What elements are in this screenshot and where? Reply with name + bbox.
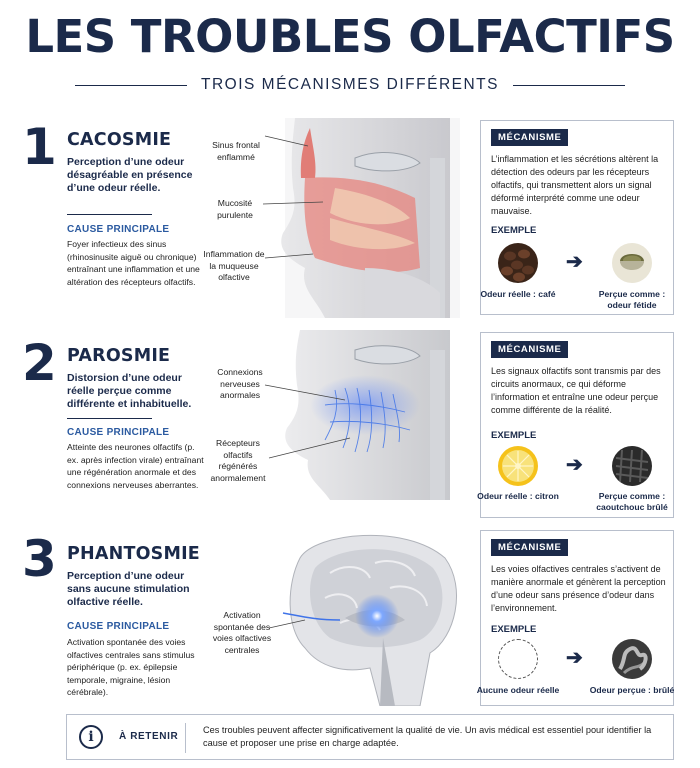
section-number: 2: [22, 334, 57, 392]
mechanism-badge: MÉCANISME: [491, 341, 568, 358]
nose-inflammation-illustration: [205, 118, 460, 318]
mechanism-badge: MÉCANISME: [491, 129, 568, 146]
cause-divider: [67, 418, 152, 419]
mechanism-badge: MÉCANISME: [491, 539, 568, 556]
olfactory-nerves-illustration: [205, 330, 460, 505]
mechanism-text: L’inflammation et les sécrétions altèrent la détection des odeurs par les récepteurs olfactifs, qui transmettent alors un signal déformé interprété comme une odeur mauvaise.: [491, 154, 659, 216]
label-connexions-nerveuses: Connexions nerveuses anormales: [217, 367, 263, 400]
coffee-beans-icon: [498, 243, 538, 283]
cause-divider: [67, 214, 152, 215]
cause-text: Atteinte des neurones olfactifs (p. ex. après infection virale) entraînant une régénération anormale et des connexions nerveuses aberrantes.: [67, 442, 204, 490]
brain-activation-illustration: [205, 528, 460, 706]
example-from-caption: Odeur réelle : café: [480, 289, 556, 299]
burnt-rubber-icon: [612, 446, 652, 486]
section-number: 1: [22, 118, 57, 176]
example-label: EXEMPLE: [491, 225, 537, 236]
section-cacosmie: [0, 118, 700, 323]
subtitle-rule-right: [513, 85, 625, 86]
mechanism-box: [480, 120, 674, 315]
cause-title: CAUSE PRINCIPALE: [67, 224, 170, 235]
mechanism-text: Les signaux olfactifs sont transmis par des circuits anormaux, ce qui déforme l’information et entraîne une odeur perçue comme différente de la réalité.: [491, 366, 661, 415]
section-name: CACOSMIE: [67, 130, 172, 150]
cause-text: Foyer infectieux des sinus (rhinosinusite aiguë ou chronique) entraînant une inflammation et une altération des récepteurs olfactifs.: [67, 239, 200, 287]
example-from-caption: Aucune odeur réelle: [476, 685, 560, 695]
retenir-divider: [185, 723, 186, 753]
section-number: 3: [22, 530, 57, 588]
lemon-icon: [498, 446, 538, 486]
empty-circle-icon: [498, 639, 538, 679]
cause-title: CAUSE PRINCIPALE: [67, 621, 170, 632]
section-description: Perception d’une odeur sans aucune stimulation olfactive réelle.: [67, 570, 190, 608]
cause-title: CAUSE PRINCIPALE: [67, 427, 170, 438]
retenir-text: Ces troubles peuvent affecter significativement la qualité de vie. Un avis médical est essentiel pour identifier la cause et proposer une prise en charge adaptée.: [203, 725, 652, 748]
arrow-right-icon: ➔: [566, 454, 583, 476]
mechanism-box: [476, 530, 675, 706]
cause-text: Activation spontanée des voies olfactives centrales sans stimulus périphérique (p. ex. épilepsie temporale, migraine, lésion cérébrale).: [67, 637, 195, 697]
label-inflammation-muqueuse: Inflammation de la muqueuse olfactive: [203, 249, 265, 282]
smoke-icon: [612, 639, 652, 679]
subtitle-rule-left: [75, 85, 187, 86]
label-activation-spontanee: Activation spontanée des voies olfactives centrales: [212, 610, 272, 655]
subtitle-row: [75, 74, 625, 96]
arrow-right-icon: ➔: [566, 251, 583, 273]
page-subtitle: TROIS MÉCANISMES DIFFÉRENTS: [201, 76, 499, 93]
section-parosmie: [0, 330, 700, 520]
label-recepteurs-regeneres: Récepteurs olfactifs régénérés anormalement: [210, 438, 266, 483]
example-from-caption: Odeur réelle : citron: [477, 491, 559, 501]
example-label: EXEMPLE: [491, 430, 537, 441]
page-title: LES TROUBLES OLFACTIFS: [25, 10, 675, 63]
example-to-caption: Perçue comme : caoutchouc brûlé: [596, 491, 668, 512]
section-description: Perception d’une odeur désagréable en présence d’une odeur réelle.: [67, 156, 193, 194]
label-mucosite: Mucosité purulente: [217, 198, 253, 220]
mechanism-text: Les voies olfactives centrales s’activent de manière anormale et génèrent la perception d’une odeur sans présence d’odeur dans l’environnement.: [491, 564, 666, 613]
arrow-right-icon: ➔: [566, 647, 583, 669]
info-icon: i: [79, 725, 103, 749]
section-description: Distorsion d’une odeur réelle perçue comme différente et inhabituelle.: [67, 372, 192, 410]
mechanism-box: [477, 332, 674, 518]
label-sinus-frontal: Sinus frontal enflammé: [212, 140, 260, 162]
retenir-title: À RETENIR: [119, 731, 179, 742]
spoiled-cup-icon: [612, 243, 652, 283]
example-label: EXEMPLE: [491, 624, 537, 635]
section-name: PHANTOSMIE: [67, 544, 200, 564]
section-name: PAROSMIE: [67, 346, 171, 366]
retenir-box: [66, 714, 674, 760]
example-to-caption: Perçue comme : odeur fétide: [598, 289, 666, 310]
example-to-caption: Odeur perçue : brûlé: [589, 685, 675, 695]
section-phantosmie: [0, 528, 700, 708]
